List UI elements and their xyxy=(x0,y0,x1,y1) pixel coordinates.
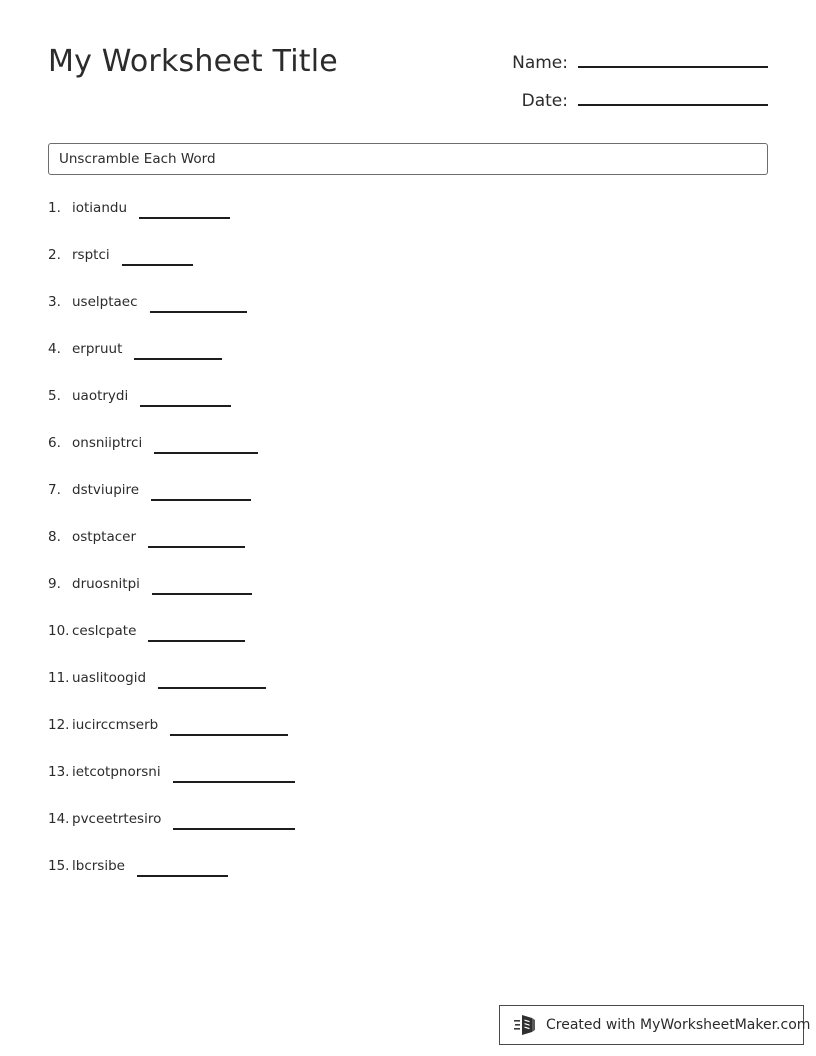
word-number: 11. xyxy=(48,670,70,686)
scrambled-word: iotiandu xyxy=(72,200,128,216)
date-label: Date: xyxy=(521,91,568,111)
word-row xyxy=(48,857,768,904)
instructions-text: Unscramble Each Word xyxy=(59,151,216,167)
word-row xyxy=(48,528,768,575)
word-row xyxy=(48,387,768,434)
scrambled-word-list xyxy=(48,199,768,904)
word-number: 12. xyxy=(48,717,70,733)
word-number: 2. xyxy=(48,247,61,263)
name-date-block xyxy=(498,48,768,124)
worksheet-header xyxy=(48,42,768,122)
footer-badge-text: Created with MyWorksheetMaker.com xyxy=(546,1017,811,1033)
scrambled-word: druosnitpi xyxy=(72,576,140,592)
answer-blank-line[interactable] xyxy=(122,250,193,266)
word-row xyxy=(48,575,768,622)
instructions-box xyxy=(48,143,768,175)
word-number: 7. xyxy=(48,482,61,498)
word-row xyxy=(48,246,768,293)
scrambled-word: uaslitoogid xyxy=(72,670,147,686)
word-number: 14. xyxy=(48,811,70,827)
name-label: Name: xyxy=(512,53,568,73)
answer-blank-line[interactable] xyxy=(173,767,295,783)
scrambled-word: lbcrsibe xyxy=(72,858,125,874)
answer-blank-line[interactable] xyxy=(158,673,266,689)
scrambled-word: rsptci xyxy=(72,247,110,263)
scrambled-word: ietcotpnorsni xyxy=(72,764,161,780)
scrambled-word: uselptaec xyxy=(72,294,138,310)
name-write-line[interactable] xyxy=(578,48,768,68)
word-row xyxy=(48,340,768,387)
scrambled-word: onsniiptrci xyxy=(72,435,143,451)
word-row xyxy=(48,716,768,763)
worksheet-maker-logo-icon xyxy=(514,1014,538,1036)
word-number: 4. xyxy=(48,341,61,357)
scrambled-word: ostptacer xyxy=(72,529,136,545)
answer-blank-line[interactable] xyxy=(139,203,230,219)
word-number: 15. xyxy=(48,858,70,874)
answer-blank-line[interactable] xyxy=(148,532,245,548)
word-row xyxy=(48,293,768,340)
scrambled-word: uaotrydi xyxy=(72,388,129,404)
answer-blank-line[interactable] xyxy=(173,814,295,830)
footer-attribution-badge[interactable] xyxy=(499,1005,811,1045)
date-field-row xyxy=(498,86,768,124)
page-title: My Worksheet Title xyxy=(48,44,338,79)
word-number: 13. xyxy=(48,764,70,780)
word-row xyxy=(48,199,768,246)
answer-blank-line[interactable] xyxy=(151,485,251,501)
scrambled-word: ceslcpate xyxy=(72,623,137,639)
date-write-line[interactable] xyxy=(578,86,768,106)
word-row xyxy=(48,481,768,528)
answer-blank-line[interactable] xyxy=(148,626,245,642)
scrambled-word: pvceetrtesiro xyxy=(72,811,162,827)
answer-blank-line[interactable] xyxy=(154,438,258,454)
answer-blank-line[interactable] xyxy=(140,391,231,407)
word-number: 10. xyxy=(48,623,70,639)
answer-blank-line[interactable] xyxy=(152,579,252,595)
answer-blank-line[interactable] xyxy=(150,297,247,313)
name-field-row xyxy=(498,48,768,86)
scrambled-word: iucirccmserb xyxy=(72,717,159,733)
scrambled-word: dstviupire xyxy=(72,482,140,498)
word-row xyxy=(48,763,768,810)
word-number: 3. xyxy=(48,294,61,310)
word-row xyxy=(48,810,768,857)
word-number: 5. xyxy=(48,388,61,404)
word-row xyxy=(48,622,768,669)
word-row xyxy=(48,434,768,481)
word-number: 6. xyxy=(48,435,61,451)
word-number: 1. xyxy=(48,200,61,216)
answer-blank-line[interactable] xyxy=(134,344,222,360)
word-number: 9. xyxy=(48,576,61,592)
word-number: 8. xyxy=(48,529,61,545)
scrambled-word: erpruut xyxy=(72,341,123,357)
answer-blank-line[interactable] xyxy=(137,861,228,877)
word-row xyxy=(48,669,768,716)
answer-blank-line[interactable] xyxy=(170,720,288,736)
